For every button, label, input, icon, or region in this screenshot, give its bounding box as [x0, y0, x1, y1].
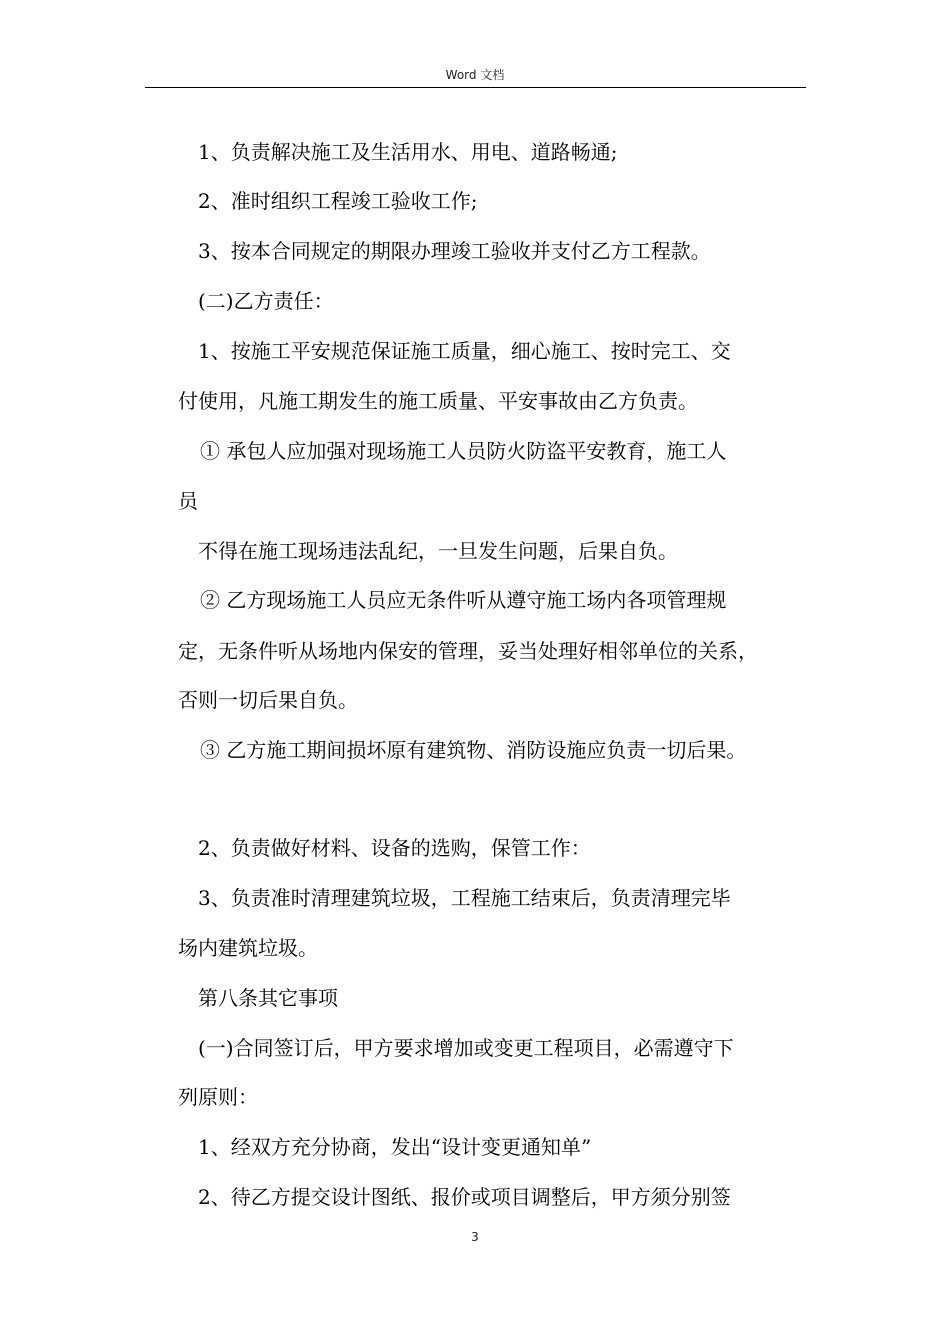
page-header: Word 文档 [445, 68, 505, 82]
body-line: 2、待乙方提交设计图纸、报价或项目调整后，甲方须分别签 [198, 1185, 731, 1209]
body-line: 2、准时组织工程竣工验收工作; [198, 189, 478, 213]
body-line: 场内建筑垃圾。 [178, 936, 318, 960]
body-line: 定，无条件听从场地内保安的管理，妥当处理好相邻单位的关系， [178, 639, 758, 663]
body-line: ③ 乙方施工期间损坏原有建筑物、消防设施应负责一切后果。 [200, 738, 747, 762]
body-line: 1、经双方充分协商，发出“设计变更通知单” [198, 1135, 592, 1159]
body-line: 2、负责做好材料、设备的选购，保管工作： [198, 836, 591, 860]
body-line: 列原则： [178, 1085, 258, 1109]
body-line: ① 承包人应加强对现场施工人员防火防盗平安教育，施工人 [200, 439, 727, 463]
body-line: (一)合同签订后，甲方要求增加或变更工程项目，必需遵守下 [198, 1036, 734, 1060]
body-line: 3、负责准时清理建筑垃圾，工程施工结束后，负责清理完毕 [198, 886, 731, 910]
body-line: 1、按施工平安规范保证施工质量，细心施工、按时完工、交 [198, 339, 731, 363]
body-line: 付使用，凡施工期发生的施工质量、平安事故由乙方负责。 [178, 389, 698, 413]
body-line: 1、负责解决施工及生活用水、用电、道路畅通; [198, 140, 618, 164]
body-line: (二)乙方责任： [198, 289, 334, 313]
body-line: 不得在施工现场违法乱纪，一旦发生问题，后果自负。 [198, 539, 678, 563]
body-line: ② 乙方现场施工人员应无条件听从遵守施工场内各项管理规 [200, 588, 727, 612]
section-heading: 第八条其它事项 [198, 986, 338, 1010]
body-line: 员 [178, 489, 198, 513]
body-line: 否则一切后果自负。 [178, 688, 358, 712]
header-rule [145, 87, 806, 88]
page-number: 3 [471, 1230, 479, 1244]
body-line: 3、按本合同规定的期限办理竣工验收并支付乙方工程款。 [198, 239, 711, 263]
